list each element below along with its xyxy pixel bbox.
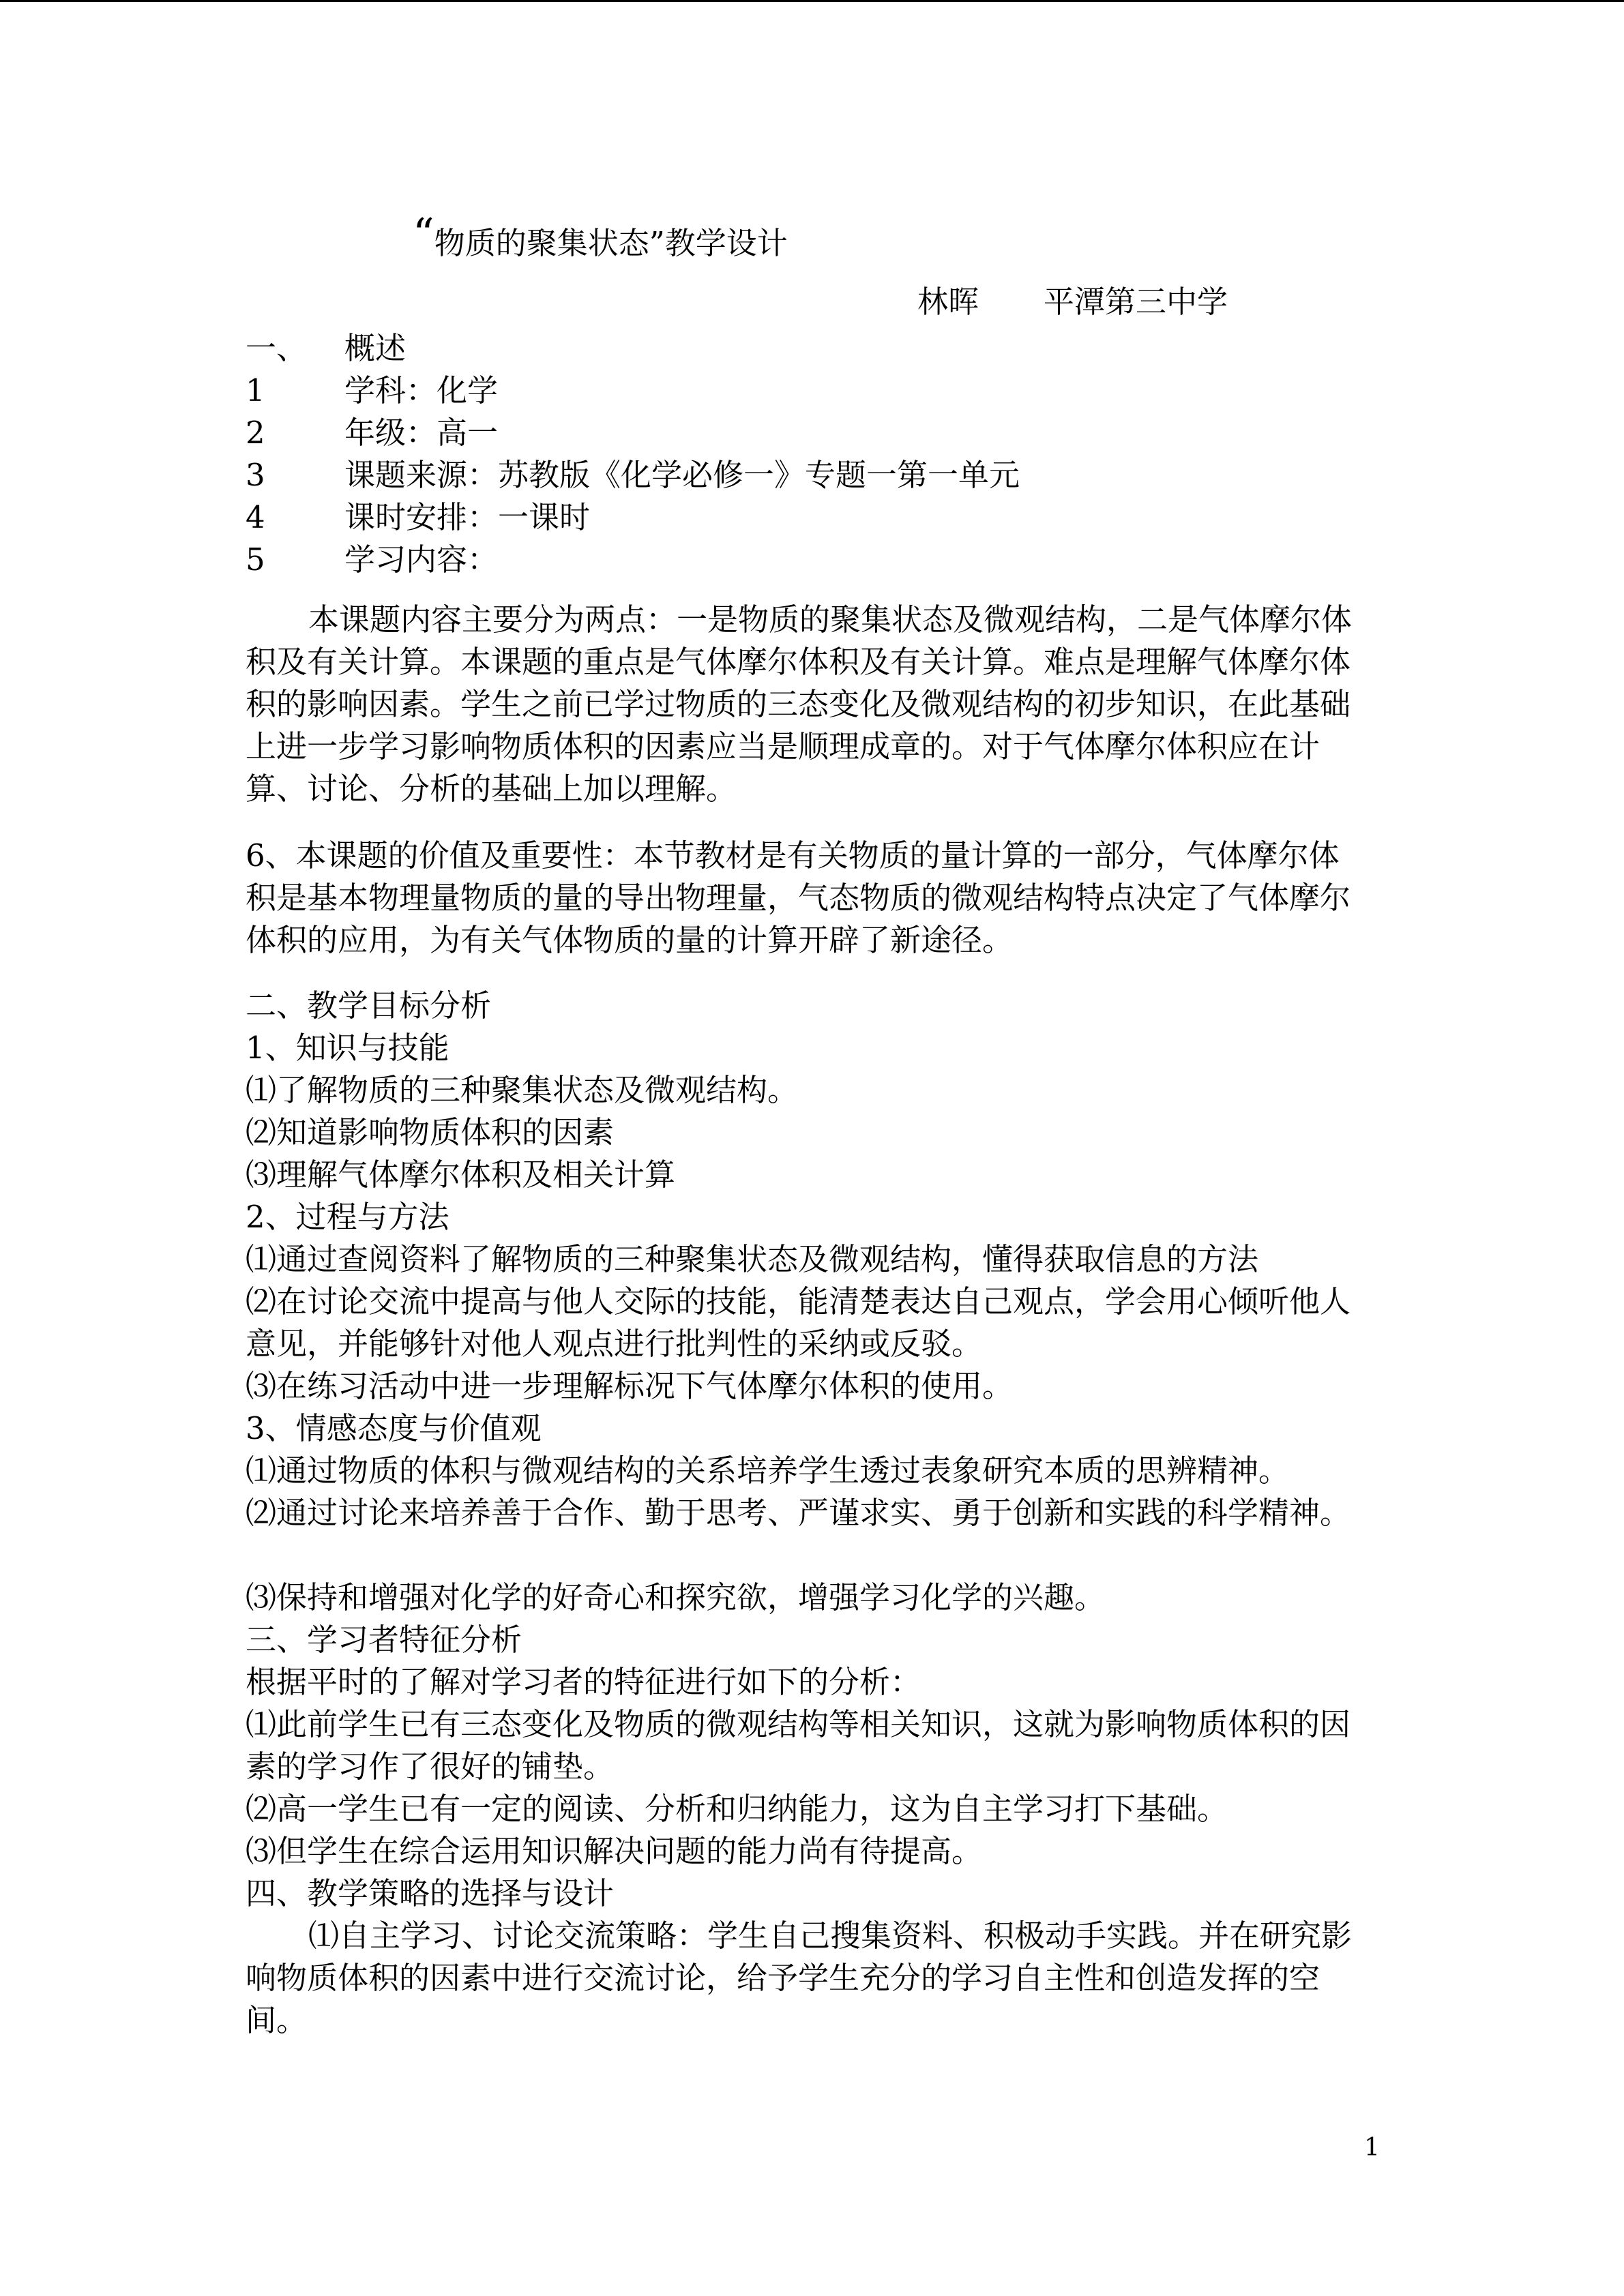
list-item: ⑶理解气体摩尔体积及相关计算	[246, 1157, 676, 1193]
list-item: ⑵高一学生已有一定的阅读、分析和归纳能力，这为自主学习打下基础。	[246, 1791, 1228, 1827]
top-border-line	[0, 0, 1624, 2]
section-1-heading	[246, 327, 406, 370]
list-item: ⑵通过讨论来培养善于合作、勤于思考、严谨求实、勇于创新和实践的科学精神。	[246, 1495, 1351, 1531]
value-paragraph: 6、本课题的价值及重要性：本节教材是有关物质的量计算的一部分，气体摩尔体积是基本物理量物质的量的导出物理量，气态物质的微观结构特点决定了气体摩尔体积的应用，为有关气体物质的量的计算开辟了新途径。	[246, 837, 1351, 958]
section-4-heading: 四、教学策略的选择与设计	[246, 1875, 615, 1911]
overview-item: 2 年级：高一	[246, 415, 499, 451]
subsection-heading: 1、知识与技能	[246, 1030, 449, 1066]
document-title	[413, 209, 788, 265]
page-number: 1	[1364, 2134, 1380, 2162]
section-3-heading: 三、学习者特征分析	[246, 1622, 522, 1658]
list-item: ⑴通过物质的体积与微观结构的关系培养学生透过表象研究本质的思辨精神。	[246, 1452, 1290, 1489]
title-text: 物质的聚集状态”教学设计	[434, 225, 788, 261]
section-2-heading: 二、教学目标分析	[246, 987, 492, 1024]
list-item: ⑵在讨论交流中提高与他人交际的技能，能清楚表达自己观点，学会用心倾听他人意见，并能够针对他人观点进行批判性的采纳或反驳。	[246, 1283, 1351, 1362]
section-1-title: 概述	[344, 330, 407, 366]
overview-item: 1 学科：化学	[246, 372, 499, 408]
strategy-paragraph: ⑴自主学习、讨论交流策略：学生自己搜集资料、积极动手实践。并在研究影响物质体积的因素中进行交流讨论，给予学生充分的学习自主性和创造发挥的空间。	[246, 1918, 1353, 2038]
list-item: ⑵知道影响物质体积的因素	[246, 1114, 615, 1150]
list-item: ⑶但学生在综合运用知识解决问题的能力尚有待提高。	[246, 1833, 983, 1869]
section-3-intro: 根据平时的了解对学习者的特征进行如下的分析：	[246, 1664, 921, 1700]
author-school: 平潭第三中学	[1044, 284, 1228, 320]
section-1-number: 一、	[246, 330, 308, 366]
list-item: ⑶在练习活动中进一步理解标况下气体摩尔体积的使用。	[246, 1368, 1014, 1404]
overview-item: 5 学习内容：	[246, 541, 499, 578]
subsection-heading: 2、过程与方法	[246, 1199, 449, 1235]
overview-item: 4 课时安排：一课时	[246, 499, 591, 535]
learning-content-paragraph: 本课题内容主要分为两点：一是物质的聚集状态及微观结构，二是气体摩尔体积及有关计算。本课题的重点是气体摩尔体积及有关计算。难点是理解气体摩尔体积的影响因素。学生之前已学过物质的三态变化及微观结构的初步知识，在此基础上进一步学习影响物质体积的因素应当是顺理成章的。对于气体摩尔体积应在计算、讨论、分析的基础上加以理解。	[246, 601, 1353, 807]
list-item: ⑶保持和增强对化学的好奇心和探究欲，增强学习化学的兴趣。	[246, 1579, 1106, 1615]
list-item: ⑴了解物质的三种聚集状态及微观结构。	[246, 1072, 799, 1108]
list-item: ⑴通过查阅资料了解物质的三种聚集状态及微观结构，懂得获取信息的方法	[246, 1241, 1259, 1277]
list-item: ⑴此前学生已有三态变化及物质的微观结构等相关知识，这就为影响物质体积的因素的学习作了很好的铺垫。	[246, 1706, 1351, 1785]
title-open-quote: “	[413, 209, 434, 258]
overview-item: 3 课题来源：苏教版《化学必修一》专题一第一单元	[246, 457, 1020, 493]
subsection-heading: 3、情感态度与价值观	[246, 1410, 542, 1446]
author-line	[917, 281, 1228, 323]
author-name: 林晖	[917, 284, 979, 320]
